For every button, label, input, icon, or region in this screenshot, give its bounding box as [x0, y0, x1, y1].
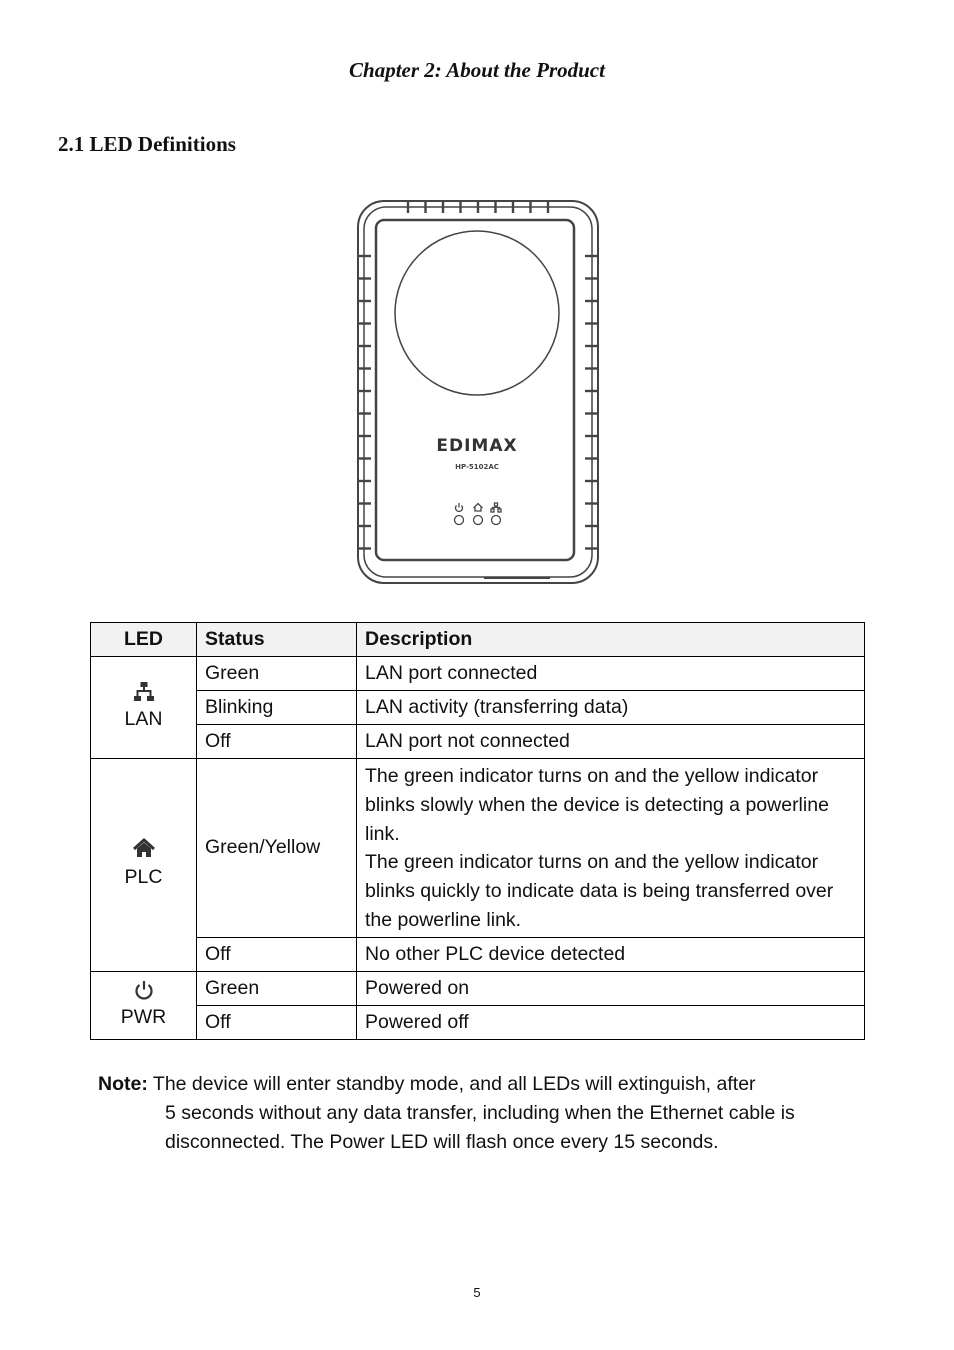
table-row [91, 691, 865, 725]
device-brand-logo: EDIMAX [436, 436, 518, 456]
table-row [91, 725, 865, 759]
description-cell: LAN activity (transferring data) [357, 691, 865, 725]
header-led: LED [91, 623, 197, 657]
device-led-lan [492, 516, 501, 525]
description-cell [357, 759, 865, 938]
led-name-lan: LAN [124, 708, 163, 731]
led-name-pwr: PWR [120, 1005, 167, 1028]
description-paragraph: The green indicator turns on and the yellow indicator blinks quickly to indicate data is being transferred over the powerline link. [365, 851, 834, 931]
page-number: 5 [473, 1285, 481, 1300]
note-block [98, 1070, 858, 1157]
led-cell-pwr [91, 971, 197, 1039]
led-cell-lan [91, 657, 197, 759]
status-cell: Blinking [197, 691, 357, 725]
device-network-icon [491, 503, 501, 512]
header-status: Status [197, 623, 357, 657]
led-name-plc: PLC [124, 866, 163, 889]
note-line-3: disconnected. The Power LED will flash once every 15 seconds. [165, 1131, 719, 1153]
description-paragraph: The green indicator turns on and the yellow indicator blinks slowly when the device is detecting a powerline link. [365, 765, 829, 845]
device-illustration [354, 198, 602, 588]
status-cell: Off [197, 1005, 357, 1039]
device-led-plc [474, 516, 483, 525]
device-model-label: HP-5102AC [455, 463, 499, 471]
device-led-power [455, 516, 464, 525]
status-cell: Off [197, 937, 357, 971]
table-row [91, 1005, 865, 1039]
description-cell: Powered off [357, 1005, 865, 1039]
table-row [91, 937, 865, 971]
led-cell-plc [91, 759, 197, 972]
table-row [91, 657, 865, 691]
description-cell: No other PLC device detected [357, 937, 865, 971]
chapter-title: Chapter 2: About the Product [349, 58, 605, 82]
note-line-2: 5 seconds without any data transfer, including when the Ethernet cable is [165, 1102, 795, 1124]
section-heading: 2.1 LED Definitions [58, 132, 236, 156]
device-home-icon [474, 504, 483, 512]
header-description: Description [357, 623, 865, 657]
home-icon [132, 837, 156, 861]
note-line-1: The device will enter standby mode, and all LEDs will extinguish, after [152, 1073, 756, 1095]
table-row [91, 759, 865, 938]
power-icon [133, 979, 155, 1001]
status-cell: Green [197, 971, 357, 1005]
network-icon [133, 681, 155, 703]
note-label: Note: [98, 1073, 148, 1095]
led-definitions-table [90, 622, 865, 1040]
device-power-icon [456, 503, 463, 511]
status-cell: Green [197, 657, 357, 691]
description-cell: LAN port not connected [357, 725, 865, 759]
description-cell: LAN port connected [357, 657, 865, 691]
description-cell: Powered on [357, 971, 865, 1005]
table-header-row [91, 623, 865, 657]
status-cell: Off [197, 725, 357, 759]
table-row [91, 971, 865, 1005]
status-cell: Green/Yellow [197, 759, 357, 938]
